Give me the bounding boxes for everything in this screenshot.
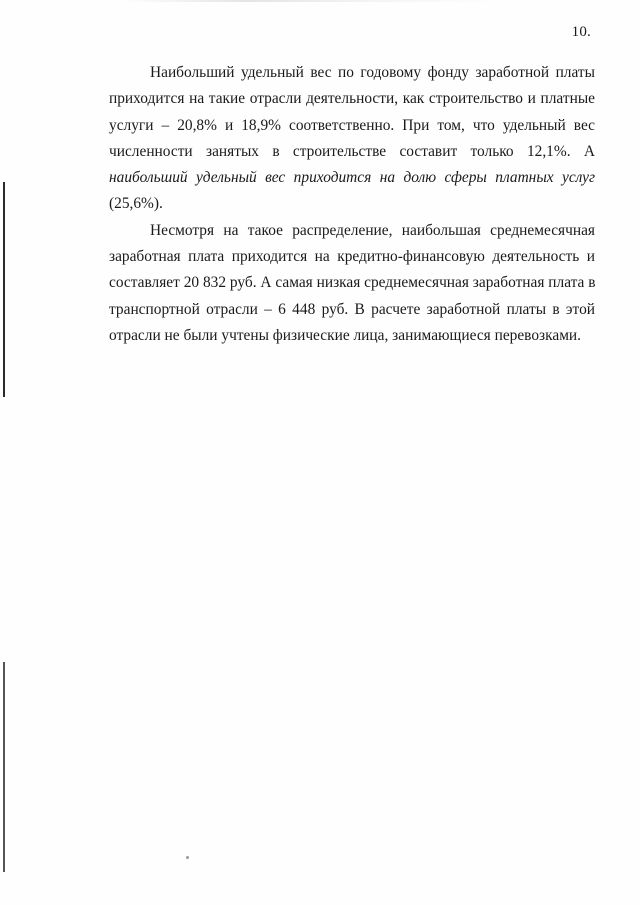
text-line: заработная плата приходится на кредитно-финансовую деятельность и — [109, 248, 595, 266]
paragraph-1 — [109, 60, 595, 218]
text-line: отрасли не были учтены физические лица, занимающиеся перевозками. — [109, 326, 582, 344]
binding-edge-mark — [3, 182, 5, 397]
scan-artifact-top — [120, 0, 500, 2]
text-line: составляет 20 832 руб. А самая низкая среднемесячная заработная плата в — [109, 274, 596, 292]
text-line: услуги – 20,8% и 18,9% соответственно. При том, что удельный вес — [109, 116, 595, 134]
paragraph-2 — [109, 218, 595, 349]
text-line: численности занятых в строительстве составит только 12,1%. А — [109, 142, 595, 160]
binding-edge-mark — [3, 662, 5, 872]
text-line: Несмотря на такое распределение, наибольшая среднемесячная — [150, 221, 595, 239]
text-line: приходится на такие отрасли деятельности, как строительство и платные — [109, 90, 595, 108]
text-line: транспортной отрасли – 6 448 руб. В расчете заработной платы в этой — [109, 300, 595, 318]
text-line: (25,6%). — [109, 195, 163, 213]
body-text — [109, 60, 595, 349]
text-line: наибольший удельный вес приходится на долю сферы платных услуг — [109, 169, 595, 187]
text-line: Наибольший удельный вес по годовому фонду заработной платы — [150, 64, 595, 81]
scan-speck — [186, 856, 189, 859]
page-number: 10. — [571, 24, 591, 40]
